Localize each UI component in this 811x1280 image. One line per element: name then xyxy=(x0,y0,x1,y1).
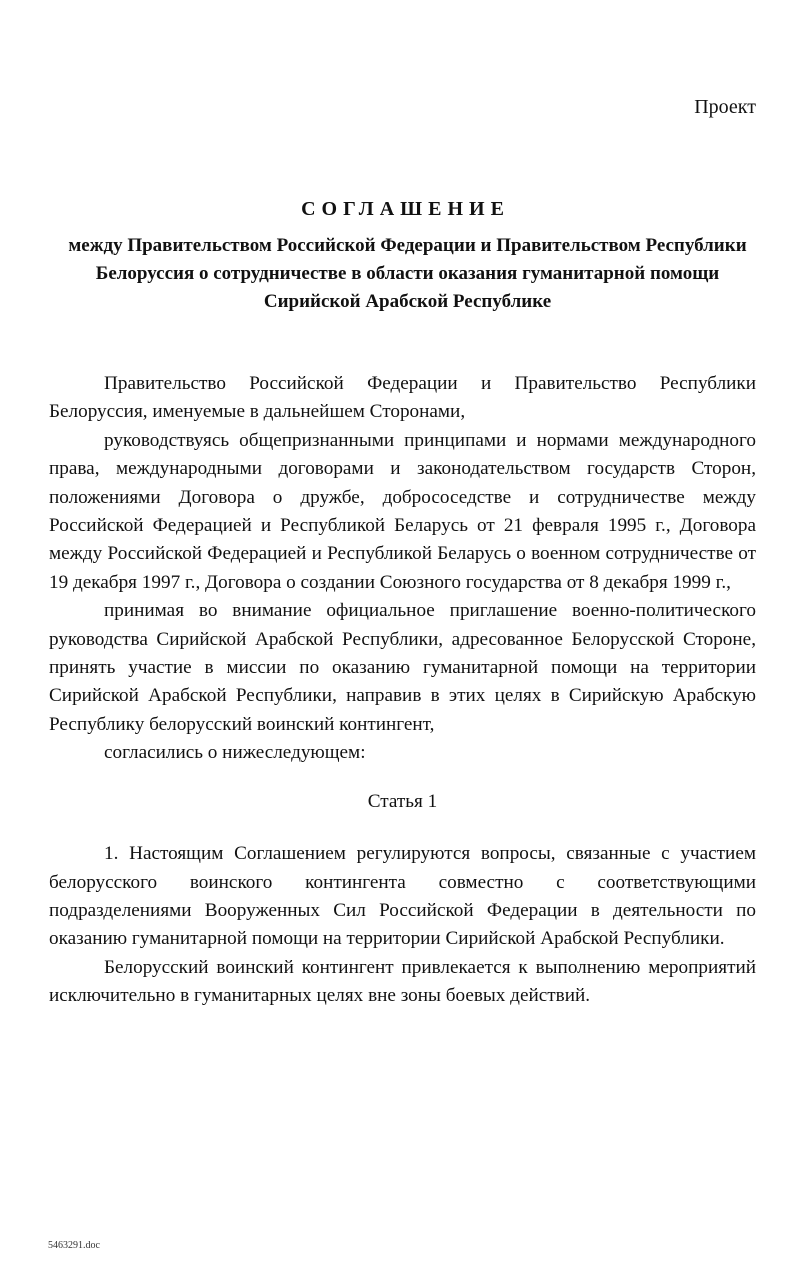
preamble-paragraph: руководствуясь общепризнанными принципами и нормами международного права, международными договорами и законодательством государств Сторон, положениями Договора о дружбе, добрососедстве и сотрудничестве между Российской Федерацией и Республикой Беларусь от 21 февраля 1995 г., Договора между Российской Федерацией и Республикой Беларусь о военном сотрудничестве от 19 декабря 1997 г., Договора о создании Союзного государства от 8 декабря 1999 г., xyxy=(49,429,756,593)
footer-filename: 5463291.doc xyxy=(48,1240,100,1251)
document-subtitle: между Правительством Российской Федерации и Правительством Республики Белоруссия о сотрудничестве в области оказания гуманитарной помощи Сирийской Арабской Республике xyxy=(68,235,747,312)
article-paragraph: 1. Настоящим Соглашением регулируются вопросы, связанные с участием белорусского воинского контингента совместно с соответствующими подразделениями Вооруженных Сил Российской Федерации в деятельности по оказанию гуманитарной помощи на территории Сирийской Арабской Республики. xyxy=(49,843,756,950)
document-body xyxy=(49,370,756,1011)
document-title: СОГЛАШЕНИЕ xyxy=(301,198,510,220)
article-paragraph: Белорусский воинский контингент привлекается к выполнению мероприятий исключительно в гуманитарных целях вне зоны боевых действий. xyxy=(49,956,756,1007)
preamble-paragraph: принимая во внимание официальное приглашение военно-политического руководства Сирийской Арабской Республики, адресованное Белорусской Стороне, принять участие в миссии по оказанию гуманитарной помощи на территории Сирийской Арабской Республики, направив в этих целях в Сирийскую Арабскую Республику белорусский воинский контингент, xyxy=(49,600,756,735)
preamble-paragraph: согласились о нижеследующем: xyxy=(104,742,366,764)
preamble-paragraph: Правительство Российской Федерации и Правительство Республики Белоруссия, именуемые в дальнейшем Сторонами, xyxy=(49,373,756,423)
article-heading: Статья 1 xyxy=(367,790,438,812)
draft-label: Проект xyxy=(694,96,756,118)
